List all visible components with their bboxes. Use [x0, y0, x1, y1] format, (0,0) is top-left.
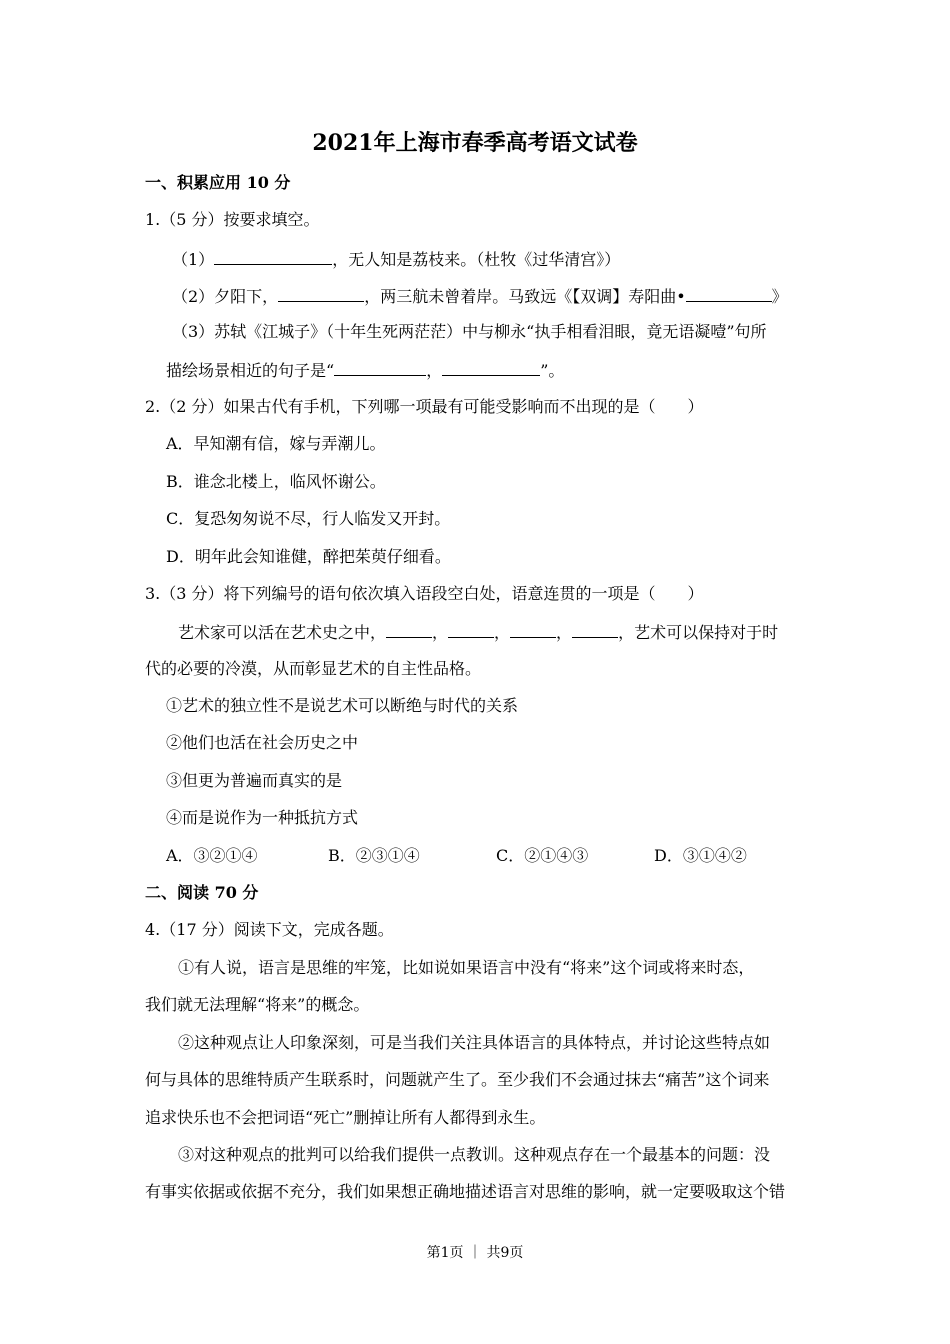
q1-p3-comma: ， — [426, 361, 443, 380]
question-1-part-1 — [172, 248, 620, 270]
answer-blank[interactable] — [214, 248, 332, 265]
section-heading-accumulation: 一、积累应用 10 分 — [145, 173, 291, 192]
section-heading-reading: 二、阅读 70 分 — [145, 883, 259, 902]
q3-passage-suffix: ，艺术可以保持对于时 — [618, 623, 779, 642]
question-3-option-a[interactable]: A．③②①④ — [166, 846, 258, 865]
question-2-option-c[interactable]: C．复恐匆匆说不尽，行人临发又开封。 — [166, 509, 451, 528]
question-1-part-3-line-2 — [166, 359, 564, 381]
q1-p2-middle: ，两三航未曾着岸。马致远《【双调】寿阳曲• — [364, 287, 686, 306]
question-4-paragraph-3-line-2: 有事实依据或依据不充分，我们如果想正确地描述语言对思维的影响，就一定要吸取这个错 — [145, 1182, 786, 1201]
question-4-paragraph-2-line-2: 何与具体的思维特质产生联系时，问题就产生了。至少我们不会通过抹去“痛苦”这个词来 — [145, 1070, 770, 1089]
answer-blank[interactable] — [334, 359, 426, 376]
question-4-paragraph-1-line-1: ①有人说，语言是思维的牢笼，比如说如果语言中没有“将来”这个词或将来时态， — [178, 958, 755, 977]
question-3-item-3: ③但更为普遍而真实的是 — [166, 771, 343, 790]
q1-p1-suffix: ，无人知是荔枝来。（杜牧《过华清宫》） — [332, 250, 621, 269]
question-4-paragraph-2-line-3: 追求快乐也不会把词语“死亡”删掉让所有人都得到永生。 — [145, 1108, 546, 1127]
page-footer: 第1页 ｜ 共9页 — [426, 1245, 524, 1261]
comma: ， — [432, 623, 449, 642]
question-3-passage-line-1 — [178, 621, 778, 643]
answer-blank[interactable] — [572, 621, 618, 638]
question-4-paragraph-3-line-1: ③对这种观点的批判可以给我们提供一点教训。这种观点存在一个最基本的问题：没 — [178, 1145, 771, 1164]
question-2-stem: 2.（2 分）如果古代有手机，下列哪一项最有可能受影响而不出现的是（ ） — [145, 397, 704, 416]
answer-blank[interactable] — [386, 621, 432, 638]
q1-p1-prefix: （1） — [172, 250, 215, 269]
q1-p2-prefix: （2）夕阳下， — [172, 287, 279, 306]
comma: ， — [556, 623, 573, 642]
question-1-part-2 — [172, 285, 788, 307]
answer-blank[interactable] — [442, 359, 540, 376]
question-3-option-c[interactable]: C．②①④③ — [496, 846, 589, 865]
question-3-stem: 3.（3 分）将下列编号的语句依次填入语段空白处，语意连贯的一项是（ ） — [145, 584, 704, 603]
answer-blank[interactable] — [448, 621, 494, 638]
question-3-item-1: ①艺术的独立性不是说艺术可以断绝与时代的关系 — [166, 696, 519, 715]
question-2-option-a[interactable]: A．早知潮有信，嫁与弄潮儿。 — [166, 434, 386, 453]
page-title: 2021年上海市春季高考语文试卷 — [312, 130, 638, 156]
question-4-paragraph-2-line-1: ②这种观点让人印象深刻，可是当我们关注具体语言的具体特点，并讨论这些特点如 — [178, 1033, 771, 1052]
question-3-passage-line-2: 代的必要的冷漠，从而彰显艺术的自主性品格。 — [145, 659, 482, 678]
comma: ， — [494, 623, 511, 642]
question-4-paragraph-1-line-2: 我们就无法理解“将来”的概念。 — [145, 995, 370, 1014]
question-3-item-4: ④而是说作为一种抵抗方式 — [166, 808, 359, 827]
question-1-part-3-line-1: （3）苏轼《江城子》（十年生死两茫茫）中与柳永“执手相看泪眼，竟无语凝噎”句所 — [172, 322, 767, 341]
q1-p3-prefix: 描绘场景相近的句子是“ — [166, 361, 335, 380]
question-3-item-2: ②他们也活在社会历史之中 — [166, 733, 359, 752]
q3-passage-prefix: 艺术家可以活在艺术史之中， — [178, 623, 387, 642]
q1-p3-suffix: ”。 — [540, 361, 565, 380]
answer-blank[interactable] — [278, 285, 364, 302]
answer-blank[interactable] — [510, 621, 556, 638]
answer-blank[interactable] — [686, 285, 772, 302]
question-2-option-d[interactable]: D．明年此会知谁健，醉把茱萸仔细看。 — [166, 547, 451, 566]
question-2-option-b[interactable]: B．谁念北楼上，临风怀谢公。 — [166, 472, 386, 491]
question-4-stem: 4.（17 分）阅读下文，完成各题。 — [145, 920, 394, 939]
q1-p2-suffix: 》 — [771, 287, 788, 306]
question-3-option-d[interactable]: D．③①④② — [654, 846, 747, 865]
question-1-stem: 1.（5 分）按要求填空。 — [145, 210, 320, 229]
question-3-option-b[interactable]: B．②③①④ — [328, 846, 420, 865]
